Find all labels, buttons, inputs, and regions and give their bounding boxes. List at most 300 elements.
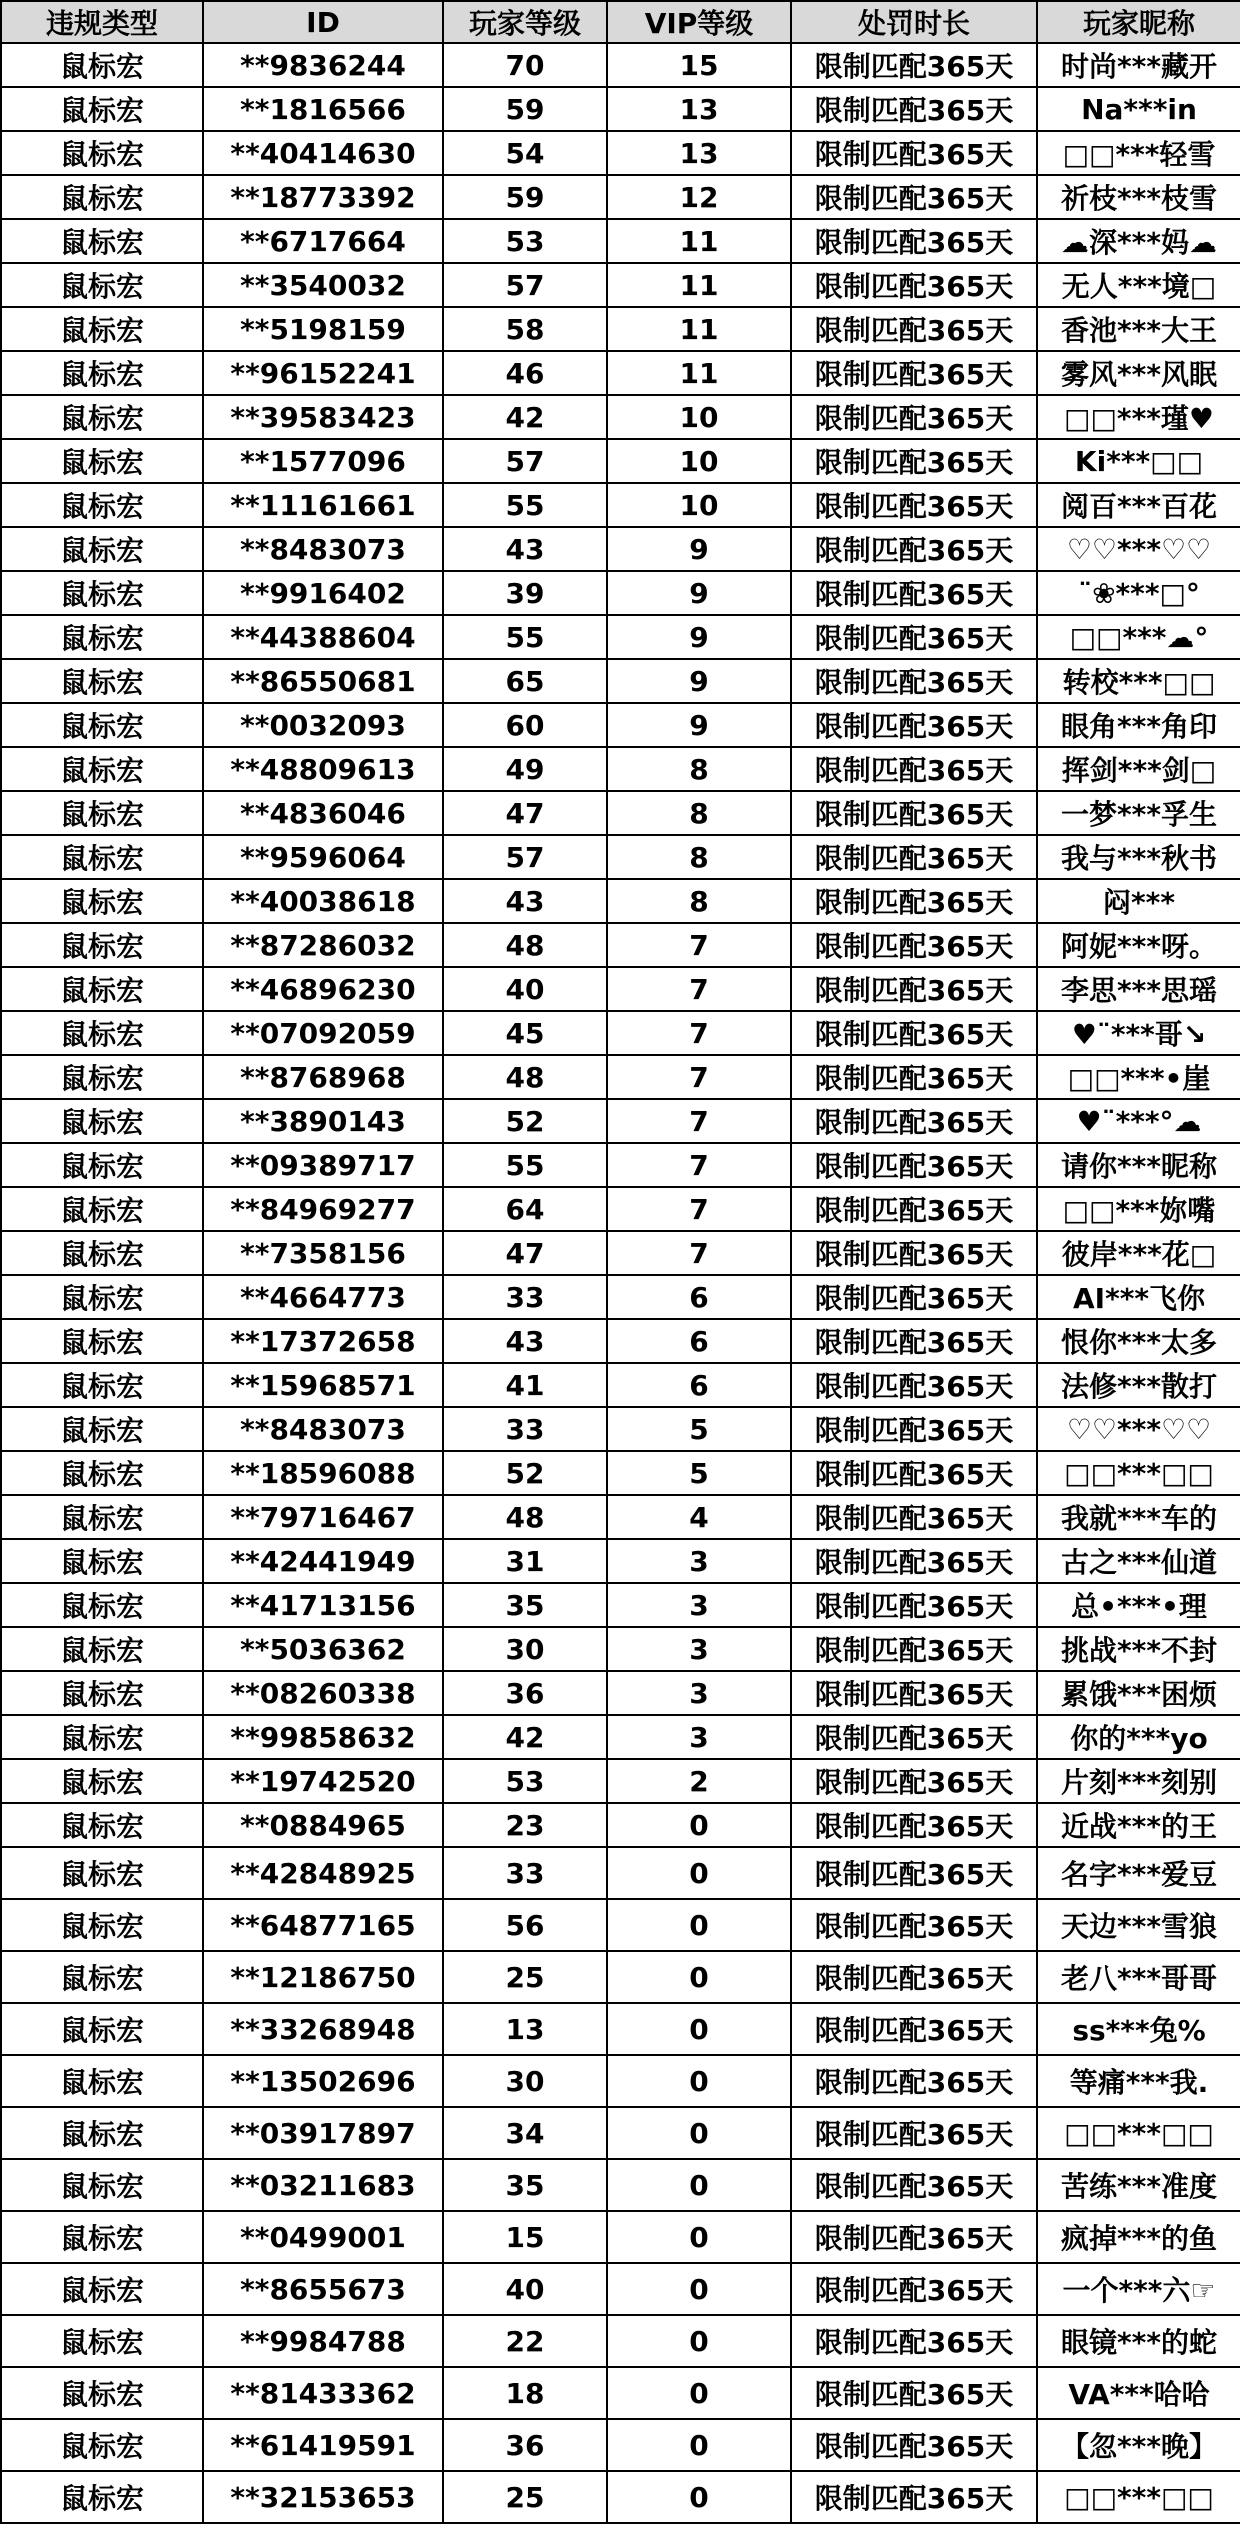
penalty-duration-cell: 限制匹配365天: [791, 219, 1037, 263]
player-level-cell: 56: [443, 1899, 607, 1951]
player-id-cell: **42848925: [203, 1847, 443, 1899]
table-row: [1, 1951, 1240, 2003]
violation-type-cell: 鼠标宏: [1, 1451, 203, 1495]
penalty-duration-cell: 限制匹配365天: [791, 175, 1037, 219]
player-level-cell: 48: [443, 1495, 607, 1539]
violation-type-cell: 鼠标宏: [1, 43, 203, 87]
violation-type-cell: 鼠标宏: [1, 659, 203, 703]
violation-type-cell: 鼠标宏: [1, 307, 203, 351]
penalty-duration-cell: 限制匹配365天: [791, 2159, 1037, 2211]
penalty-duration-cell: 限制匹配365天: [791, 131, 1037, 175]
violation-type-cell: 鼠标宏: [1, 1275, 203, 1319]
player-nickname-cell: 名字***爱豆: [1037, 1847, 1240, 1899]
player-id-cell: **0499001: [203, 2211, 443, 2263]
player-nickname-cell: □□***□□: [1037, 1451, 1240, 1495]
player-nickname-cell: 一个***六☞: [1037, 2263, 1240, 2315]
penalty-duration-cell: 限制匹配365天: [791, 2419, 1037, 2471]
player-level-cell: 47: [443, 791, 607, 835]
player-nickname-cell: 古之***仙道: [1037, 1539, 1240, 1583]
player-nickname-cell: ♡♡***♡♡: [1037, 1407, 1240, 1451]
vip-level-cell: 11: [607, 263, 791, 307]
player-id-cell: **48809613: [203, 747, 443, 791]
table-row: [1, 307, 1240, 351]
vip-level-cell: 6: [607, 1319, 791, 1363]
player-id-cell: **15968571: [203, 1363, 443, 1407]
vip-level-cell: 7: [607, 1099, 791, 1143]
vip-level-cell: 9: [607, 527, 791, 571]
player-level-cell: 48: [443, 923, 607, 967]
violation-type-cell: 鼠标宏: [1, 2211, 203, 2263]
table-row: [1, 175, 1240, 219]
violation-type-cell: 鼠标宏: [1, 1715, 203, 1759]
header-row: [1, 1, 1240, 43]
penalty-duration-cell: 限制匹配365天: [791, 1099, 1037, 1143]
player-id-cell: **11161661: [203, 483, 443, 527]
player-level-cell: 54: [443, 131, 607, 175]
player-nickname-cell: 挥剑***剑□: [1037, 747, 1240, 791]
player-level-cell: 35: [443, 1583, 607, 1627]
player-level-cell: 36: [443, 1671, 607, 1715]
penalty-duration-cell: 限制匹配365天: [791, 43, 1037, 87]
player-level-cell: 30: [443, 1627, 607, 1671]
player-level-cell: 36: [443, 2419, 607, 2471]
player-id-cell: **3890143: [203, 1099, 443, 1143]
player-nickname-cell: ss***兔%: [1037, 2003, 1240, 2055]
table-row: [1, 923, 1240, 967]
player-id-cell: **40414630: [203, 131, 443, 175]
violation-type-cell: 鼠标宏: [1, 527, 203, 571]
vip-level-cell: 12: [607, 175, 791, 219]
penalty-duration-cell: 限制匹配365天: [791, 2055, 1037, 2107]
penalty-duration-cell: 限制匹配365天: [791, 1011, 1037, 1055]
vip-level-cell: 11: [607, 307, 791, 351]
player-nickname-cell: Na***in: [1037, 87, 1240, 131]
player-id-cell: **0032093: [203, 703, 443, 747]
penalty-duration-cell: 限制匹配365天: [791, 527, 1037, 571]
violation-type-cell: 鼠标宏: [1, 1055, 203, 1099]
vip-level-cell: 0: [607, 1803, 791, 1847]
penalty-duration-cell: 限制匹配365天: [791, 439, 1037, 483]
player-level-cell: 42: [443, 395, 607, 439]
player-nickname-cell: 苦练***准度: [1037, 2159, 1240, 2211]
vip-level-cell: 6: [607, 1275, 791, 1319]
vip-level-cell: 7: [607, 1011, 791, 1055]
player-level-cell: 43: [443, 1319, 607, 1363]
violation-type-cell: 鼠标宏: [1, 1231, 203, 1275]
table-row: [1, 1539, 1240, 1583]
player-id-cell: **87286032: [203, 923, 443, 967]
player-level-cell: 60: [443, 703, 607, 747]
vip-level-cell: 0: [607, 2419, 791, 2471]
table-row: [1, 571, 1240, 615]
player-level-cell: 41: [443, 1363, 607, 1407]
penalty-duration-cell: 限制匹配365天: [791, 1055, 1037, 1099]
violation-type-cell: 鼠标宏: [1, 1407, 203, 1451]
player-nickname-cell: 李思***思瑶: [1037, 967, 1240, 1011]
table-row: [1, 263, 1240, 307]
vip-level-cell: 13: [607, 131, 791, 175]
player-nickname-cell: 【忽***晚】: [1037, 2419, 1240, 2471]
table-row: [1, 2419, 1240, 2471]
violation-type-cell: 鼠标宏: [1, 1011, 203, 1055]
penalty-duration-cell: 限制匹配365天: [791, 395, 1037, 439]
player-id-cell: **1577096: [203, 439, 443, 483]
vip-level-cell: 8: [607, 835, 791, 879]
violation-type-cell: 鼠标宏: [1, 263, 203, 307]
player-nickname-cell: 恨你***太多: [1037, 1319, 1240, 1363]
player-id-cell: **17372658: [203, 1319, 443, 1363]
player-nickname-cell: ♡♡***♡♡: [1037, 527, 1240, 571]
table-row: [1, 2159, 1240, 2211]
player-level-cell: 57: [443, 263, 607, 307]
player-level-cell: 33: [443, 1847, 607, 1899]
player-level-cell: 59: [443, 175, 607, 219]
violation-type-cell: 鼠标宏: [1, 967, 203, 1011]
vip-level-cell: 9: [607, 659, 791, 703]
violation-type-cell: 鼠标宏: [1, 1759, 203, 1803]
player-nickname-cell: 闷***: [1037, 879, 1240, 923]
table-row: [1, 615, 1240, 659]
violation-type-cell: 鼠标宏: [1, 351, 203, 395]
player-level-cell: 53: [443, 1759, 607, 1803]
violation-type-cell: 鼠标宏: [1, 2159, 203, 2211]
table-row: [1, 439, 1240, 483]
player-level-cell: 13: [443, 2003, 607, 2055]
violation-type-cell: 鼠标宏: [1, 1539, 203, 1583]
player-id-cell: **08260338: [203, 1671, 443, 1715]
player-id-cell: **86550681: [203, 659, 443, 703]
vip-level-cell: 0: [607, 2055, 791, 2107]
violation-type-cell: 鼠标宏: [1, 703, 203, 747]
violation-type-cell: 鼠标宏: [1, 2107, 203, 2159]
vip-level-cell: 0: [607, 2367, 791, 2419]
table-row: [1, 2003, 1240, 2055]
player-nickname-cell: □□***瑾♥: [1037, 395, 1240, 439]
table-row: [1, 219, 1240, 263]
table-row: [1, 791, 1240, 835]
vip-level-cell: 0: [607, 2471, 791, 2523]
player-nickname-cell: 转校***□□: [1037, 659, 1240, 703]
penalty-duration-cell: 限制匹配365天: [791, 1451, 1037, 1495]
player-level-cell: 48: [443, 1055, 607, 1099]
player-id-cell: **44388604: [203, 615, 443, 659]
penalty-duration-cell: 限制匹配365天: [791, 307, 1037, 351]
violation-type-cell: 鼠标宏: [1, 2367, 203, 2419]
player-nickname-cell: 眼镜***的蛇: [1037, 2315, 1240, 2367]
table-row: [1, 967, 1240, 1011]
violation-type-cell: 鼠标宏: [1, 1583, 203, 1627]
player-level-cell: 59: [443, 87, 607, 131]
table-row: [1, 1451, 1240, 1495]
table-row: [1, 1759, 1240, 1803]
table-row: [1, 2263, 1240, 2315]
table-row: [1, 395, 1240, 439]
table-row: [1, 1627, 1240, 1671]
player-nickname-cell: 你的***yo: [1037, 1715, 1240, 1759]
player-id-cell: **4664773: [203, 1275, 443, 1319]
vip-level-cell: 0: [607, 1951, 791, 2003]
player-level-cell: 43: [443, 527, 607, 571]
violation-type-cell: 鼠标宏: [1, 747, 203, 791]
penalty-duration-cell: 限制匹配365天: [791, 2107, 1037, 2159]
player-id-cell: **9916402: [203, 571, 443, 615]
player-id-cell: **8483073: [203, 527, 443, 571]
player-id-cell: **0884965: [203, 1803, 443, 1847]
player-nickname-cell: 等痛***我.: [1037, 2055, 1240, 2107]
violation-type-cell: 鼠标宏: [1, 87, 203, 131]
table-row: [1, 1671, 1240, 1715]
player-id-cell: **18773392: [203, 175, 443, 219]
vip-level-cell: 3: [607, 1583, 791, 1627]
violation-type-cell: 鼠标宏: [1, 1099, 203, 1143]
table-row: [1, 1899, 1240, 1951]
vip-level-cell: 7: [607, 1143, 791, 1187]
penalty-duration-cell: 限制匹配365天: [791, 747, 1037, 791]
player-id-cell: **9984788: [203, 2315, 443, 2367]
player-level-cell: 30: [443, 2055, 607, 2107]
penalty-duration-cell: 限制匹配365天: [791, 1539, 1037, 1583]
penalty-duration-cell: 限制匹配365天: [791, 1627, 1037, 1671]
player-id-cell: **33268948: [203, 2003, 443, 2055]
penalty-duration-cell: 限制匹配365天: [791, 87, 1037, 131]
table-row: [1, 483, 1240, 527]
player-level-cell: 55: [443, 1143, 607, 1187]
player-level-cell: 39: [443, 571, 607, 615]
penalty-duration-cell: 限制匹配365天: [791, 351, 1037, 395]
player-level-cell: 45: [443, 1011, 607, 1055]
player-nickname-cell: 总•***•理: [1037, 1583, 1240, 1627]
table-row: [1, 1803, 1240, 1847]
player-nickname-cell: 时尚***藏开: [1037, 43, 1240, 87]
table-row: [1, 1231, 1240, 1275]
player-id-cell: **9596064: [203, 835, 443, 879]
player-id-cell: **41713156: [203, 1583, 443, 1627]
player-level-cell: 57: [443, 439, 607, 483]
player-id-cell: **5036362: [203, 1627, 443, 1671]
player-nickname-cell: ♥¨***哥↘: [1037, 1011, 1240, 1055]
table-row: [1, 131, 1240, 175]
player-level-cell: 55: [443, 483, 607, 527]
penalty-duration-cell: 限制匹配365天: [791, 659, 1037, 703]
player-id-cell: **9836244: [203, 43, 443, 87]
violation-type-cell: 鼠标宏: [1, 2055, 203, 2107]
header-penalty-duration: 处罚时长: [791, 1, 1037, 43]
vip-level-cell: 7: [607, 1231, 791, 1275]
vip-level-cell: 2: [607, 1759, 791, 1803]
penalty-duration-cell: 限制匹配365天: [791, 1231, 1037, 1275]
player-nickname-cell: 祈枝***枝雪: [1037, 175, 1240, 219]
table-row: [1, 879, 1240, 923]
vip-level-cell: 6: [607, 1363, 791, 1407]
penalty-duration-cell: 限制匹配365天: [791, 1847, 1037, 1899]
penalty-duration-cell: 限制匹配365天: [791, 2003, 1037, 2055]
player-id-cell: **81433362: [203, 2367, 443, 2419]
vip-level-cell: 0: [607, 1847, 791, 1899]
player-level-cell: 34: [443, 2107, 607, 2159]
player-nickname-cell: ¨❀***□°: [1037, 571, 1240, 615]
vip-level-cell: 9: [607, 615, 791, 659]
violation-type-cell: 鼠标宏: [1, 1319, 203, 1363]
table-row: [1, 1583, 1240, 1627]
penalty-duration-cell: 限制匹配365天: [791, 703, 1037, 747]
penalty-duration-cell: 限制匹配365天: [791, 1407, 1037, 1451]
violation-type-cell: 鼠标宏: [1, 131, 203, 175]
violation-type-cell: 鼠标宏: [1, 1847, 203, 1899]
table-body: [1, 43, 1240, 2523]
player-id-cell: **1816566: [203, 87, 443, 131]
player-level-cell: 31: [443, 1539, 607, 1583]
player-id-cell: **8483073: [203, 1407, 443, 1451]
table-row: [1, 1187, 1240, 1231]
table-row: [1, 1099, 1240, 1143]
player-nickname-cell: 阅百***百花: [1037, 483, 1240, 527]
vip-level-cell: 3: [607, 1715, 791, 1759]
player-level-cell: 25: [443, 1951, 607, 2003]
vip-level-cell: 0: [607, 2003, 791, 2055]
player-level-cell: 53: [443, 219, 607, 263]
player-id-cell: **03211683: [203, 2159, 443, 2211]
violation-type-cell: 鼠标宏: [1, 1363, 203, 1407]
penalty-duration-cell: 限制匹配365天: [791, 1715, 1037, 1759]
player-nickname-cell: 眼角***角印: [1037, 703, 1240, 747]
player-id-cell: **32153653: [203, 2471, 443, 2523]
penalty-duration-cell: 限制匹配365天: [791, 879, 1037, 923]
vip-level-cell: 15: [607, 43, 791, 87]
player-id-cell: **13502696: [203, 2055, 443, 2107]
player-level-cell: 52: [443, 1099, 607, 1143]
player-level-cell: 55: [443, 615, 607, 659]
table-row: [1, 835, 1240, 879]
header-id: ID: [203, 1, 443, 43]
violation-type-cell: 鼠标宏: [1, 439, 203, 483]
table-row: [1, 1143, 1240, 1187]
table-row: [1, 2315, 1240, 2367]
player-id-cell: **42441949: [203, 1539, 443, 1583]
table-row: [1, 527, 1240, 571]
header-vip-level: VIP等级: [607, 1, 791, 43]
table-row: [1, 2211, 1240, 2263]
vip-level-cell: 11: [607, 351, 791, 395]
violation-type-cell: 鼠标宏: [1, 791, 203, 835]
vip-level-cell: 4: [607, 1495, 791, 1539]
penalty-duration-cell: 限制匹配365天: [791, 1899, 1037, 1951]
player-level-cell: 40: [443, 2263, 607, 2315]
player-id-cell: **84969277: [203, 1187, 443, 1231]
player-level-cell: 52: [443, 1451, 607, 1495]
table-row: [1, 703, 1240, 747]
violation-type-cell: 鼠标宏: [1, 175, 203, 219]
table-row: [1, 2107, 1240, 2159]
violation-type-cell: 鼠标宏: [1, 1143, 203, 1187]
table-row: [1, 351, 1240, 395]
penalty-duration-cell: 限制匹配365天: [791, 2471, 1037, 2523]
penalty-duration-cell: 限制匹配365天: [791, 1951, 1037, 2003]
player-nickname-cell: ♥¨***°☁: [1037, 1099, 1240, 1143]
penalty-duration-cell: 限制匹配365天: [791, 571, 1037, 615]
header-player-nickname: 玩家昵称: [1037, 1, 1240, 43]
violation-type-cell: 鼠标宏: [1, 615, 203, 659]
vip-level-cell: 3: [607, 1627, 791, 1671]
penalty-duration-cell: 限制匹配365天: [791, 1671, 1037, 1715]
player-level-cell: 22: [443, 2315, 607, 2367]
violation-type-cell: 鼠标宏: [1, 483, 203, 527]
player-id-cell: **12186750: [203, 1951, 443, 2003]
penalty-duration-cell: 限制匹配365天: [791, 1275, 1037, 1319]
penalty-duration-cell: 限制匹配365天: [791, 923, 1037, 967]
player-nickname-cell: □□***轻雪: [1037, 131, 1240, 175]
penalty-duration-cell: 限制匹配365天: [791, 1759, 1037, 1803]
player-id-cell: **7358156: [203, 1231, 443, 1275]
player-nickname-cell: □□***☁°: [1037, 615, 1240, 659]
vip-level-cell: 7: [607, 1187, 791, 1231]
vip-level-cell: 0: [607, 2107, 791, 2159]
violation-type-cell: 鼠标宏: [1, 835, 203, 879]
table-row: [1, 2055, 1240, 2107]
penalty-duration-cell: 限制匹配365天: [791, 1803, 1037, 1847]
player-level-cell: 64: [443, 1187, 607, 1231]
player-nickname-cell: 请你***昵称: [1037, 1143, 1240, 1187]
player-level-cell: 70: [443, 43, 607, 87]
vip-level-cell: 0: [607, 2211, 791, 2263]
penalty-duration-cell: 限制匹配365天: [791, 1363, 1037, 1407]
player-nickname-cell: 疯掉***的鱼: [1037, 2211, 1240, 2263]
vip-level-cell: 5: [607, 1451, 791, 1495]
vip-level-cell: 9: [607, 703, 791, 747]
penalty-duration-cell: 限制匹配365天: [791, 1187, 1037, 1231]
player-level-cell: 57: [443, 835, 607, 879]
player-nickname-cell: 天边***雪狼: [1037, 1899, 1240, 1951]
table-row: [1, 1847, 1240, 1899]
violation-type-cell: 鼠标宏: [1, 2315, 203, 2367]
player-level-cell: 18: [443, 2367, 607, 2419]
player-level-cell: 43: [443, 879, 607, 923]
violation-type-cell: 鼠标宏: [1, 571, 203, 615]
player-id-cell: **61419591: [203, 2419, 443, 2471]
table-row: [1, 87, 1240, 131]
vip-level-cell: 7: [607, 923, 791, 967]
violation-type-cell: 鼠标宏: [1, 1671, 203, 1715]
vip-level-cell: 11: [607, 219, 791, 263]
violation-type-cell: 鼠标宏: [1, 1899, 203, 1951]
table-row: [1, 1055, 1240, 1099]
vip-level-cell: 10: [607, 439, 791, 483]
penalty-duration-cell: 限制匹配365天: [791, 1143, 1037, 1187]
player-nickname-cell: 挑战***不封: [1037, 1627, 1240, 1671]
vip-level-cell: 8: [607, 879, 791, 923]
player-id-cell: **3540032: [203, 263, 443, 307]
player-nickname-cell: 一梦***孚生: [1037, 791, 1240, 835]
player-id-cell: **40038618: [203, 879, 443, 923]
player-level-cell: 23: [443, 1803, 607, 1847]
player-id-cell: **6717664: [203, 219, 443, 263]
player-id-cell: **8768968: [203, 1055, 443, 1099]
player-id-cell: **99858632: [203, 1715, 443, 1759]
vip-level-cell: 7: [607, 967, 791, 1011]
player-level-cell: 40: [443, 967, 607, 1011]
player-level-cell: 33: [443, 1407, 607, 1451]
player-nickname-cell: 近战***的王: [1037, 1803, 1240, 1847]
player-nickname-cell: 我与***秋书: [1037, 835, 1240, 879]
player-id-cell: **18596088: [203, 1451, 443, 1495]
vip-level-cell: 0: [607, 1899, 791, 1951]
penalty-duration-cell: 限制匹配365天: [791, 835, 1037, 879]
player-level-cell: 49: [443, 747, 607, 791]
penalty-duration-cell: 限制匹配365天: [791, 2315, 1037, 2367]
violation-type-cell: 鼠标宏: [1, 395, 203, 439]
violation-type-cell: 鼠标宏: [1, 2003, 203, 2055]
vip-level-cell: 13: [607, 87, 791, 131]
player-nickname-cell: □□***•崖: [1037, 1055, 1240, 1099]
